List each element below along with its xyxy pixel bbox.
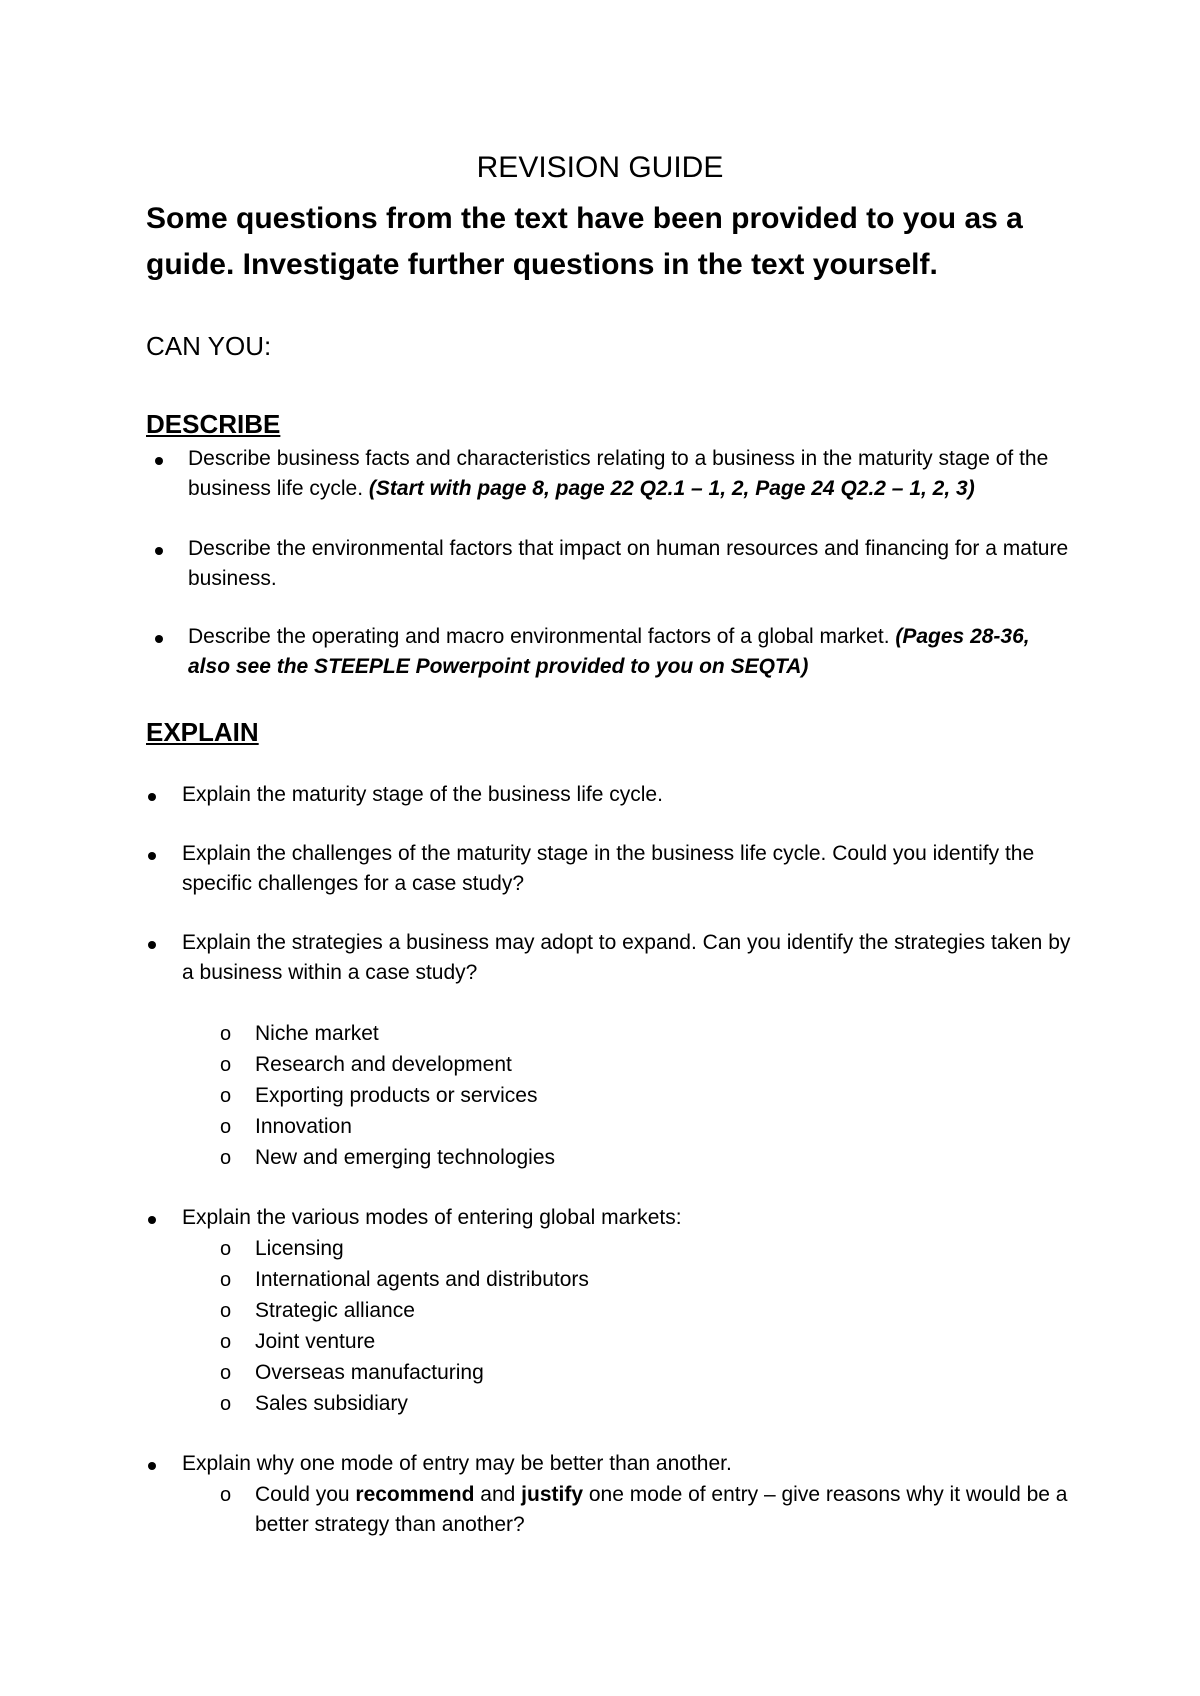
sub-bullet-icon: o bbox=[220, 1054, 232, 1076]
sub-list-item: Niche market bbox=[255, 1022, 379, 1045]
describe-heading: DESCRIBE bbox=[146, 409, 281, 439]
sub-bullet-icon: o bbox=[220, 1147, 232, 1169]
list-item: Explain the various modes of entering global markets: bbox=[182, 1206, 682, 1229]
sub-bullet-icon: o bbox=[220, 1331, 232, 1353]
sub-bullet-icon: o bbox=[220, 1238, 232, 1260]
sub-bullet-icon: o bbox=[220, 1023, 232, 1045]
bullet-icon bbox=[148, 941, 156, 949]
sub-list-item: Strategic alliance bbox=[255, 1299, 415, 1322]
bullet-icon bbox=[155, 547, 163, 555]
list-item: Explain why one mode of entry may be better than another. bbox=[182, 1452, 732, 1475]
list-item: Describe business facts and characteristics relating to a business in the maturity stage of the business life cycle. (Start with page 8, page 22 Q2.1 – 1, 2, Page 24 Q2.2 – 1, 2, 3) bbox=[188, 447, 1049, 500]
sub-bullet-icon: o bbox=[220, 1116, 232, 1138]
sub-list-item: Could you recommend and justify one mode of entry – give reasons why it would be a better strategy than another? bbox=[255, 1483, 1068, 1536]
sub-list-item: Licensing bbox=[255, 1237, 344, 1260]
bullet-icon bbox=[148, 1462, 156, 1470]
intro-text: Some questions from the text have been provided to you as a guide. Investigate further questions in the text yourself. bbox=[146, 202, 1023, 281]
sub-list-item: Innovation bbox=[255, 1115, 352, 1138]
list-item: Explain the challenges of the maturity stage in the business life cycle. Could you identify the specific challenges for a case study? bbox=[182, 842, 1035, 895]
list-item: Explain the maturity stage of the business life cycle. bbox=[182, 783, 663, 806]
sub-list-item: Overseas manufacturing bbox=[255, 1361, 484, 1384]
page-title: REVISION GUIDE bbox=[476, 151, 724, 184]
sub-bullet-icon: o bbox=[220, 1269, 232, 1291]
sub-list-item: International agents and distributors bbox=[255, 1268, 589, 1291]
bullet-icon bbox=[155, 457, 163, 465]
sub-bullet-icon: o bbox=[220, 1362, 232, 1384]
sub-list-item: Exporting products or services bbox=[255, 1084, 538, 1107]
bullet-icon bbox=[148, 793, 156, 801]
bullet-icon bbox=[148, 852, 156, 860]
sub-list-item: Sales subsidiary bbox=[255, 1392, 408, 1415]
bullet-icon bbox=[155, 635, 163, 643]
recommend-keyword: recommend bbox=[355, 1483, 475, 1506]
list-item: Describe the environmental factors that impact on human resources and financing for a mature business. bbox=[188, 537, 1069, 590]
list-item: Explain the strategies a business may adopt to expand. Can you identify the strategies taken by a business within a case study? bbox=[182, 931, 1071, 984]
sub-list-item: New and emerging technologies bbox=[255, 1146, 556, 1169]
justify-keyword: justify bbox=[521, 1483, 584, 1506]
sub-list-item: Joint venture bbox=[255, 1330, 376, 1353]
sub-bullet-icon: o bbox=[220, 1393, 232, 1415]
can-you-label: CAN YOU: bbox=[146, 331, 272, 361]
list-item: Describe the operating and macro environmental factors of a global market. (Pages 28-36, also see the STEEPLE Powerpoint provided to you on SEQTA) bbox=[188, 625, 1030, 678]
sub-bullet-icon: o bbox=[220, 1085, 232, 1107]
bullet-icon bbox=[148, 1216, 156, 1224]
sub-bullet-icon: o bbox=[220, 1484, 232, 1506]
sub-list-item: Research and development bbox=[255, 1053, 512, 1076]
explain-heading: EXPLAIN bbox=[146, 717, 259, 747]
sub-bullet-icon: o bbox=[220, 1300, 232, 1322]
